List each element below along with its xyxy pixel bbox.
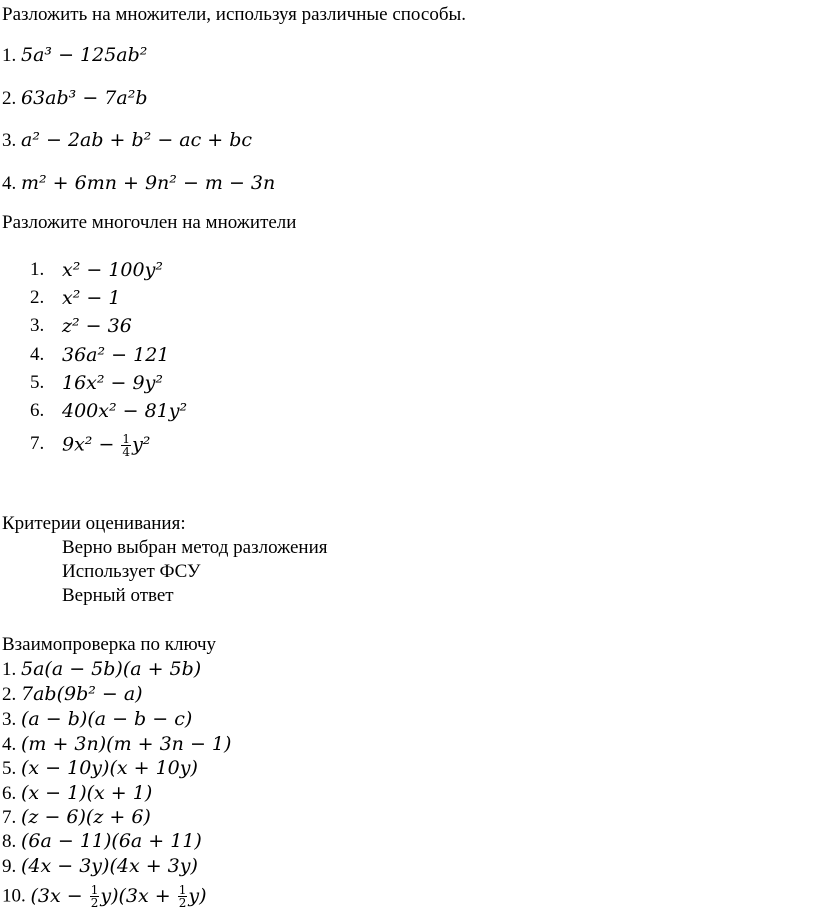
math-expression: 63ab³ − 7a²b: [21, 87, 148, 109]
expr-part: (3x −: [30, 884, 89, 907]
math-expression: [62, 433, 150, 458]
fraction-numerator: 1: [122, 432, 131, 446]
math-expression: (6a − 11)(6a + 11): [21, 830, 202, 852]
item-number: 7.: [2, 807, 17, 828]
math-expression: 7ab(9b² − a): [21, 683, 143, 705]
item-number: 3.: [2, 709, 17, 730]
fraction-numerator: 1: [90, 883, 99, 897]
task-item: [2, 129, 252, 152]
math-expression: (a − b)(a − b − c): [21, 708, 193, 730]
list-item: [30, 315, 132, 337]
list-item: [30, 287, 121, 309]
item-number: 4.: [30, 344, 45, 365]
fraction-denominator: 4: [122, 445, 131, 459]
key-item: [2, 855, 198, 878]
item-number: 2.: [30, 287, 45, 308]
task-item: [2, 172, 275, 195]
expr-part: y): [188, 884, 207, 907]
list-item: [30, 432, 151, 459]
item-number: 3.: [30, 315, 45, 336]
criteria-item: Использует ФСУ: [62, 561, 201, 582]
item-number: 7.: [30, 433, 45, 454]
key-item: [2, 830, 202, 853]
section1-heading: Разложить на множители, используя различные способы.: [2, 4, 467, 25]
criteria-item: Верно выбран метод разложения: [62, 537, 328, 558]
item-number: 6.: [2, 783, 17, 804]
section2-heading: Разложите многочлен на множители: [2, 212, 297, 233]
math-expression: (x − 1)(x + 1): [21, 782, 153, 804]
math-expression: a² − 2ab + b² − ac + bc: [21, 129, 253, 151]
item-number: 10.: [2, 885, 26, 907]
math-expression: x² − 100y²: [62, 259, 163, 281]
key-item: [2, 658, 201, 681]
item-number: 1.: [30, 259, 45, 280]
math-expression: (4x − 3y)(4x + 3y): [21, 855, 198, 877]
item-number: 3.: [2, 130, 17, 151]
math-expression: 16x² − 9y²: [62, 372, 163, 394]
item-number: 2.: [2, 88, 17, 109]
list-item: [30, 259, 163, 281]
expr-part: y²: [132, 433, 151, 456]
math-expression: m² + 6mn + 9n² − m − 3n: [21, 172, 276, 194]
list-item: [30, 372, 163, 394]
fraction-numerator: 1: [178, 883, 187, 897]
item-number: 5.: [2, 758, 17, 779]
key-item: [2, 708, 192, 731]
expr-part: 9x² −: [62, 433, 121, 456]
key-item: [2, 884, 207, 909]
fraction-denominator: 2: [90, 896, 99, 910]
item-number: 1.: [2, 659, 17, 680]
key-item: [2, 782, 152, 805]
task-item: [2, 87, 147, 110]
task-item: [2, 44, 147, 67]
criteria-heading: Критерии оценивания:: [2, 513, 186, 534]
key-item: [2, 757, 198, 780]
math-expression: 400x² − 81y²: [62, 400, 188, 422]
math-expression: (m + 3n)(m + 3n − 1): [21, 733, 232, 755]
fraction: [121, 433, 131, 458]
math-expression: 5a³ − 125ab²: [21, 44, 148, 66]
item-number: 1.: [2, 45, 17, 66]
item-number: 4.: [2, 734, 17, 755]
math-expression: z² − 36: [62, 315, 132, 337]
list-item: [30, 344, 170, 366]
fraction: [90, 884, 100, 909]
fraction: [178, 884, 188, 909]
item-number: 9.: [2, 856, 17, 877]
math-expression: 5a(a − 5b)(a + 5b): [21, 658, 202, 680]
item-number: 6.: [30, 400, 45, 421]
fraction-denominator: 2: [178, 896, 187, 910]
math-expression: (x − 10y)(x + 10y): [21, 757, 198, 779]
math-expression: x² − 1: [62, 287, 121, 309]
math-expression: (z − 6)(z + 6): [21, 806, 151, 828]
item-number: 4.: [2, 173, 17, 194]
math-expression: 36a² − 121: [62, 344, 170, 366]
item-number: 5.: [30, 372, 45, 393]
list-item: [30, 400, 188, 422]
key-item: [2, 733, 231, 756]
item-number: 8.: [2, 831, 17, 852]
key-item: [2, 806, 151, 829]
criteria-item: Верный ответ: [62, 585, 174, 606]
math-expression: [30, 883, 207, 910]
key-item: [2, 683, 143, 706]
item-number: 2.: [2, 684, 17, 705]
expr-part: y)(3x +: [100, 884, 177, 907]
key-heading: Взаимопроверка по ключу: [2, 634, 217, 655]
